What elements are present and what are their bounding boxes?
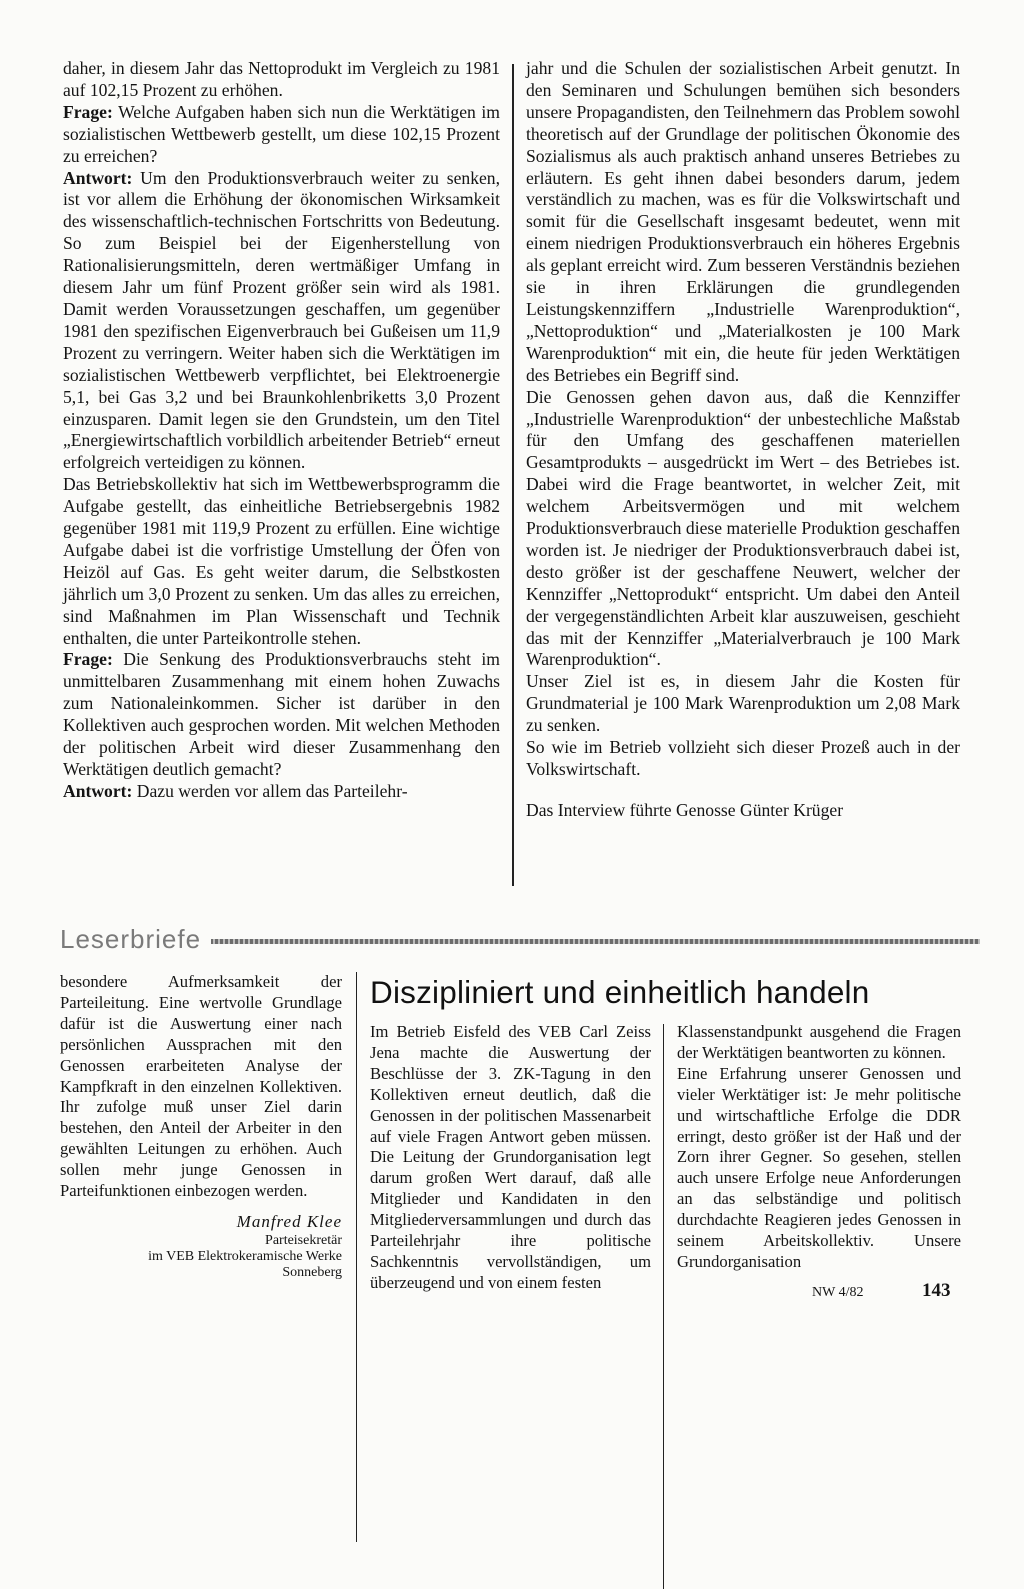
article-paragraph — [526, 737, 960, 781]
article-paragraph — [63, 649, 500, 780]
letter-paragraph: Im Betrieb Eisfeld des VEB Carl Zeiss Jena machte die Auswertung der Beschlüsse der 3. ZK-Tagung in den Kollektiven erneut deutlich, daß die Genossen in der politischen Massenarbeit auf viele Fragen Antwort geben müssen. Die Leitung der Grundorganisation legt darum großen Wert darauf, daß alle Mitglieder und Kandidaten in den Mitgliederversammlungen und durch das Parteilehrjahr ihre politische Sachkenntnis vervollständigen, um überzeugend und von einem festen — [370, 1022, 651, 1292]
paragraph-text: Das Betriebskollektiv hat sich im Wettbewerbsprogramm die Aufgabe gestellt, das einheitliche Betriebsergebnis 1982 gegenüber 1981 mit 119,9 Prozent zu erfüllen. Eine wichtige Aufgabe dabei ist die vorfristige Umstellung der Öfen von Heizöl auf Gas. Es geht weiter darum, die Selbstkosten jährlich um 3,0 Prozent zu senken. Um das alles zu erreichen, sind Maßnahmen im Plan Wissenschaft und Technik enthalten, die unter Parteikontrolle stehen. — [63, 474, 500, 648]
letter-column-middle — [370, 1022, 651, 1294]
column-divider — [356, 972, 357, 1542]
letter-paragraph: besondere Aufmerksamkeit der Parteileitung. Eine wertvolle Grundlage dafür ist die Auswertung einer nach persönlichen Aussprachen mit den Genossen erarbeiteten Analyse der Kampfkraft in den einzelnen Kollektiven. Ihr zufolge muß unser Ziel darin bestehen, den Anteil der Arbeiter in den gewählten Leitungen zu erhöhen. Auch sollen mehr junge Genossen in Parteifunktionen einbezogen werden. — [60, 972, 342, 1201]
page-number: 143 — [922, 1280, 951, 1301]
column-divider — [663, 1024, 664, 1589]
signature-name: Manfred Klee — [236, 1211, 342, 1231]
article-paragraph — [526, 387, 960, 672]
section-header — [60, 924, 980, 958]
article-paragraph — [63, 102, 500, 168]
question-answer-label: Frage: — [63, 649, 113, 670]
paragraph-text: Die Senkung des Produktionsverbrauchs steht im unmittelbaren Zusammenhang mit einem hohen Zuwachs zum Nationaleinkommen. Sicher ist darüber in den Kollektiven auch gesprochen worden. Mit welchen Methoden der politischen Arbeit wird dieser Zusammenhang den Werktätigen deutlich gemacht? — [63, 649, 500, 779]
issue-number: NW 4/82 — [812, 1285, 864, 1300]
paragraph-text: Um den Produktionsverbrauch weiter zu senken, ist vor allem die Erhöhung der ökonomischen Wirksamkeit des wissenschaftlich-technischen Fortschritts von Bedeutung. So zum Beispiel bei der Eigenherstellung von Rationalisierungsmitteln, deren wertmäßiger Umfang in diesem Jahr um fünf Prozent größer sein wird als 1981. Damit werden Voraussetzungen geschaffen, um gegenüber 1981 den spezifischen Eigenverbrauch bei Gußeisen um 11,9 Prozent zu verringern. Weiter haben sich die Werktätigen im sozialistischen Wettbewerb verpflichtet, bei Elektroenergie 5,1, bei Gas 3,2 und bei Braunkohlenbriketts 3,0 Prozent einzusparen. Damit legen sie den Grundstein, um den Titel „Energiewirtschaftlich vorbildlich arbeitender Betrieb“ erneut erfolgreich verteidigen zu können. — [63, 167, 500, 473]
article-paragraph — [63, 58, 500, 102]
signature-role: Parteisekretär — [265, 1232, 342, 1248]
question-answer-label: Antwort: — [63, 167, 133, 188]
question-answer-label: Frage: — [63, 101, 113, 122]
signature-role: Sonneberg — [282, 1264, 342, 1280]
letter-paragraph: Klassenstandpunkt ausgehend die Fragen der Werktätigen beantworten zu können. — [677, 1022, 961, 1062]
letter-paragraph: Eine Erfahrung unserer Genossen und vieler Werktätiger ist: Je mehr politische und wirtschaftliche Erfolge die DDR erringt, desto größer ist der Haß und der Zorn ihrer Gegner. So gesehen, stellen auch unsere Erfolge neue Anforderungen an das selbständige und politisch durchdachte Reagieren jedes Genossen in seinem Arbeitskollektiv. Unsere Grundorganisation — [677, 1063, 961, 1271]
paragraph-text: Unser Ziel ist es, in diesem Jahr die Kosten für Grundmaterial je 100 Mark Warenproduktion um 2,08 Mark zu senken. — [526, 671, 960, 736]
paragraph-text: jahr und die Schulen der sozialistischen Arbeit genutzt. In den Seminaren und Schulungen bemühen sich besonders unsere Propagandisten, den Teilnehmern das Problem sowohl theoretisch auf der Grundlage der politischen Ökonomie des Sozialismus als auch praktisch anhand unseres Betriebes zu erläutern. Es geht ihnen dabei besonders darum, jedem verständlich zu machen, was es für die Volkswirtschaft und somit für die Gesellschaft insgesamt bedeutet, wenn mit einem niedrigen Produktionsverbrauch ein höheres Ergebnis als geplant erreicht wird. Zum besseren Verständnis beziehen sie in ihren Erklärungen die grundlegenden Leistungskennziffern „Industrielle Warenproduktion“, „Nettoproduktion“ und „Materialkosten je 100 Mark Warenproduktion“ mit ein, die heute für jeden Werktätigen des Betriebes ein Begriff sind. — [526, 58, 960, 385]
letter-column-left — [60, 972, 342, 1281]
article-paragraph — [63, 168, 500, 475]
question-answer-label: Antwort: — [63, 780, 133, 801]
interviewer-credit: Das Interview führte Genosse Günter Krüger — [526, 799, 844, 820]
signature-role: im VEB Elektrokeramische Werke — [148, 1248, 342, 1264]
article-paragraph — [526, 671, 960, 737]
paragraph-text: So wie im Betrieb vollzieht sich dieser Prozeß auch in der Volkswirtschaft. — [526, 737, 960, 779]
interview-column-2-body — [526, 58, 960, 781]
article-headline: Diszipliniert und einheitlich handeln — [370, 974, 870, 1010]
column-divider — [512, 64, 514, 886]
letter-column-right — [677, 1022, 961, 1273]
paragraph-text: Welche Aufgaben haben sich nun die Werktätigen im sozialistischen Wettbewerb gestellt, um diese 102,15 Prozent zu erreichen? — [63, 101, 500, 166]
article-paragraph — [526, 58, 960, 387]
paragraph-text: Die Genossen gehen davon aus, daß die Kennziffer „Industrielle Warenproduktion“ der unbestechliche Maßstab für den Umfang des geschaffenen materiellen Gesamtprodukts – ausgedrückt im Wert – des Betriebes ist. Dabei wird die Frage beantwortet, in welcher Zeit, mit welchem Arbeitsvermögen und mit welchem Produktionsverbrauch diese materielle Produktion geschaffen worden ist. Je niedriger der Produktionsverbrauch dabei ist, desto größer ist der geschaffene Neuwert, welcher der Kennziffer „Nettoprodukt“ entspricht. Um dabei den Anteil der vergegenständlichten Arbeit klar auszuweisen, geschieht das mit der Kennziffer „Materialverbrauch je 100 Mark Warenproduktion“. — [526, 386, 960, 670]
article-paragraph — [63, 474, 500, 649]
paragraph-text: Dazu werden vor allem das Parteilehr- — [132, 780, 408, 801]
paragraph-text: daher, in diesem Jahr das Nettoprodukt im Vergleich zu 1981 auf 102,15 Prozent zu erhöhen. — [63, 58, 500, 100]
article-paragraph — [63, 781, 500, 803]
letter-signature — [60, 1212, 342, 1281]
interview-column-2 — [526, 58, 960, 822]
section-title: Leserbriefe — [60, 924, 211, 955]
section-header-rule — [210, 939, 980, 944]
interview-column-1 — [63, 58, 500, 803]
